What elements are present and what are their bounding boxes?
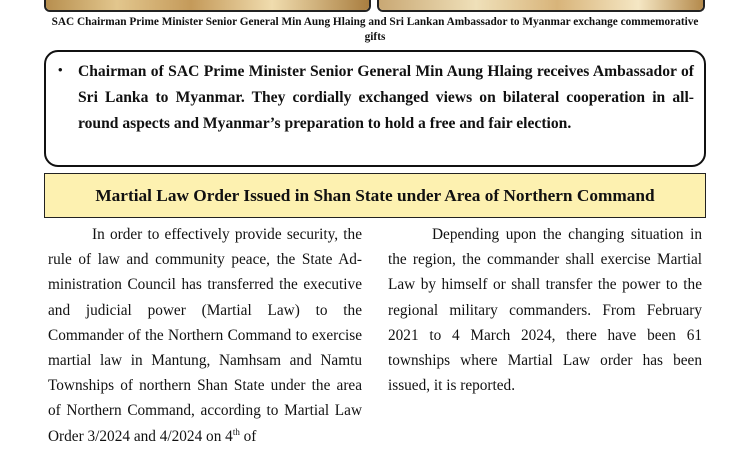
photo-left-image bbox=[46, 0, 369, 10]
article-text-left: In order to effectively provide security, the rule of law and community peace, the State Ad-ministration Council has transferred the executive and judicial power (Martial Law) to the Commander of the Northern Command to exercise martial law in Mantung, Namhsam and Namtu Townships of northern Shan State under the area of Northern Command, according to Martial Law Order 3/2024 and 4/2024 on 4 bbox=[48, 226, 362, 445]
article-column-right bbox=[388, 222, 702, 398]
ordinal-suffix: th bbox=[232, 426, 240, 437]
highlight-box bbox=[44, 50, 706, 167]
article-paragraph-left bbox=[48, 222, 362, 449]
section-header bbox=[44, 173, 706, 218]
photo-caption: SAC Chairman Prime Minister Senior General Min Aung Hlaing and Sri Lankan Ambassador to Myanmar exchange commemorative gifts bbox=[51, 16, 699, 43]
article-column-left bbox=[48, 222, 362, 449]
article-paragraph-right: Depending upon the changing situation in the region, the commander shall exercise Martial Law by himself or shall transfer the power to the regional military commanders. From February 2021 to 4 March 2024, there have been 61 townships where Martial Law order has been issued, it is reported. bbox=[388, 226, 702, 395]
highlight-text: Chairman of SAC Prime Minister Senior General Min Aung Hlaing receives Ambassador of Sri Lanka to Myanmar. They cordially exchanged views on bilateral cooperation in all-round aspects and Myanmar’s preparation to hold a free and fair election. bbox=[78, 63, 694, 132]
photo-left bbox=[44, 0, 371, 12]
bullet-icon: • bbox=[58, 62, 63, 77]
article-text-left-tail: of bbox=[239, 427, 257, 445]
photo-right-image bbox=[379, 0, 703, 10]
section-title: Martial Law Order Issued in Shan State under Area of Northern Command bbox=[95, 185, 655, 205]
photo-right bbox=[377, 0, 705, 12]
